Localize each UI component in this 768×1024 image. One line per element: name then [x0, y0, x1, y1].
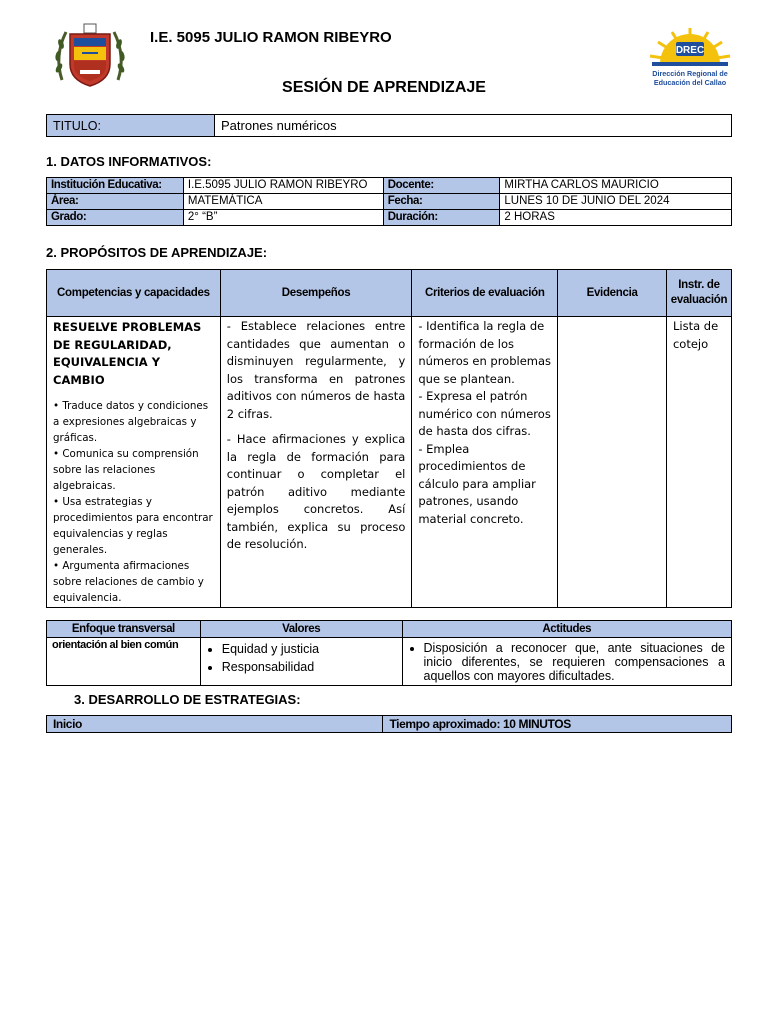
criterios-cell — [412, 317, 558, 608]
datos-informativos-table — [46, 177, 732, 226]
header-instrumento: Instr. de evaluación — [666, 270, 731, 317]
datos-key: Institución Educativa: — [47, 178, 184, 194]
section-datos-informativos: 1. DATOS INFORMATIVOS: — [46, 154, 212, 169]
actitudes-cell — [402, 638, 731, 686]
valor-item: • Responsabilidad — [222, 658, 401, 676]
propositos-table — [46, 269, 732, 608]
capacidad-item: • Traduce datos y condiciones a expresiones algebraicas y gráficas. — [53, 400, 209, 444]
enfoque-value: orientación al bien común — [47, 638, 201, 686]
evidencia-cell — [558, 317, 667, 608]
section-desarrollo: 3. DESARROLLO DE ESTRATEGIAS: — [74, 692, 301, 707]
desempenos-cell — [220, 317, 412, 608]
section-propositos: 2. PROPÓSITOS DE APRENDIZAJE: — [46, 245, 268, 260]
criterio-item: - Expresa el patrón numérico con números de hasta dos cifras. — [418, 389, 551, 438]
header-enfoque: Enfoque transversal — [47, 621, 201, 638]
capacidad-item: • Usa estrategias y procedimientos para encontrar equivalencias y reglas generales. — [53, 496, 213, 556]
session-title: SESIÓN DE APRENDIZAJE — [282, 79, 486, 96]
valores-cell — [200, 638, 402, 686]
inicio-label: Inicio — [47, 716, 383, 733]
datos-row — [47, 210, 732, 226]
inicio-table — [46, 715, 732, 733]
datos-row — [47, 194, 732, 210]
drec-logo-line2: Educación del Callao — [653, 78, 727, 87]
datos-value: LUNES 10 DE JUNIO DEL 2024 — [500, 194, 732, 210]
header-desempenos: Desempeños — [220, 270, 412, 317]
criterio-item: - Emplea procedimientos de cálculo para ampliar patrones, usando material concreto. — [418, 441, 536, 526]
competencia-title: RESUELVE PROBLEMAS DE REGULARIDAD, EQUIVALENCIA Y CAMBIO — [53, 320, 202, 387]
titulo-label: TITULO: — [47, 115, 215, 137]
header-valores: Valores — [200, 621, 402, 638]
capacidad-item: • Argumenta afirmaciones sobre relaciones de cambio y equivalencia. — [53, 560, 204, 604]
header-competencias: Competencias y capacidades — [47, 270, 221, 317]
valor-item: • Equidad y justicia — [222, 640, 401, 658]
datos-key: Duración: — [383, 210, 500, 226]
datos-value: MIRTHA CARLOS MAURICIO — [500, 178, 732, 194]
datos-value: 2 HORAS — [500, 210, 732, 226]
datos-value: I.E.5095 JULIO RAMON RIBEYRO — [183, 178, 383, 194]
datos-key: Fecha: — [383, 194, 500, 210]
titulo-value: Patrones numéricos — [215, 115, 732, 137]
datos-row — [47, 178, 732, 194]
header-actitudes: Actitudes — [402, 621, 731, 638]
capacidad-item: • Comunica su comprensión sobre las relaciones algebraicas. — [53, 448, 199, 492]
desempeno-item: - Hace afirmaciones y explica la regla de formación para continuar o completar el patrón aditivo mediante ejemplos concretos. Así también, explica su proceso de resolución. — [226, 432, 406, 551]
instrumento-cell: Lista de cotejo — [666, 317, 731, 608]
actitud-item: • Disposición a reconocer que, ante situaciones de inicio diferentes, se requieren compensaciones a aquellos con mayores dificultades. — [424, 641, 725, 683]
datos-key: Área: — [47, 194, 184, 210]
desempeno-item: - Establece relaciones entre cantidades que aumentan o disminuyen regularmente, y los transforma en patrones aditivos con números de hasta 2 cifras. — [226, 319, 406, 421]
enfoque-table — [46, 620, 732, 686]
datos-value: 2° “B” — [183, 210, 383, 226]
datos-key: Docente: — [383, 178, 500, 194]
header-criterios: Criterios de evaluación — [412, 270, 558, 317]
datos-key: Grado: — [47, 210, 184, 226]
school-name: I.E. 5095 JULIO RAMON RIBEYRO — [150, 29, 392, 46]
titulo-table — [46, 114, 732, 137]
datos-value: MATEMÁTICA — [183, 194, 383, 210]
inicio-tiempo: Tiempo aproximado: 10 MINUTOS — [383, 716, 732, 733]
drec-logo-line1: Dirección Regional de — [652, 69, 728, 78]
competencias-cell — [47, 317, 221, 608]
drec-logo-badge: DREC — [675, 45, 705, 56]
header-evidencia: Evidencia — [558, 270, 667, 317]
criterio-item: - Identifica la regla de formación de los números en problemas que se plantean. — [418, 319, 552, 386]
